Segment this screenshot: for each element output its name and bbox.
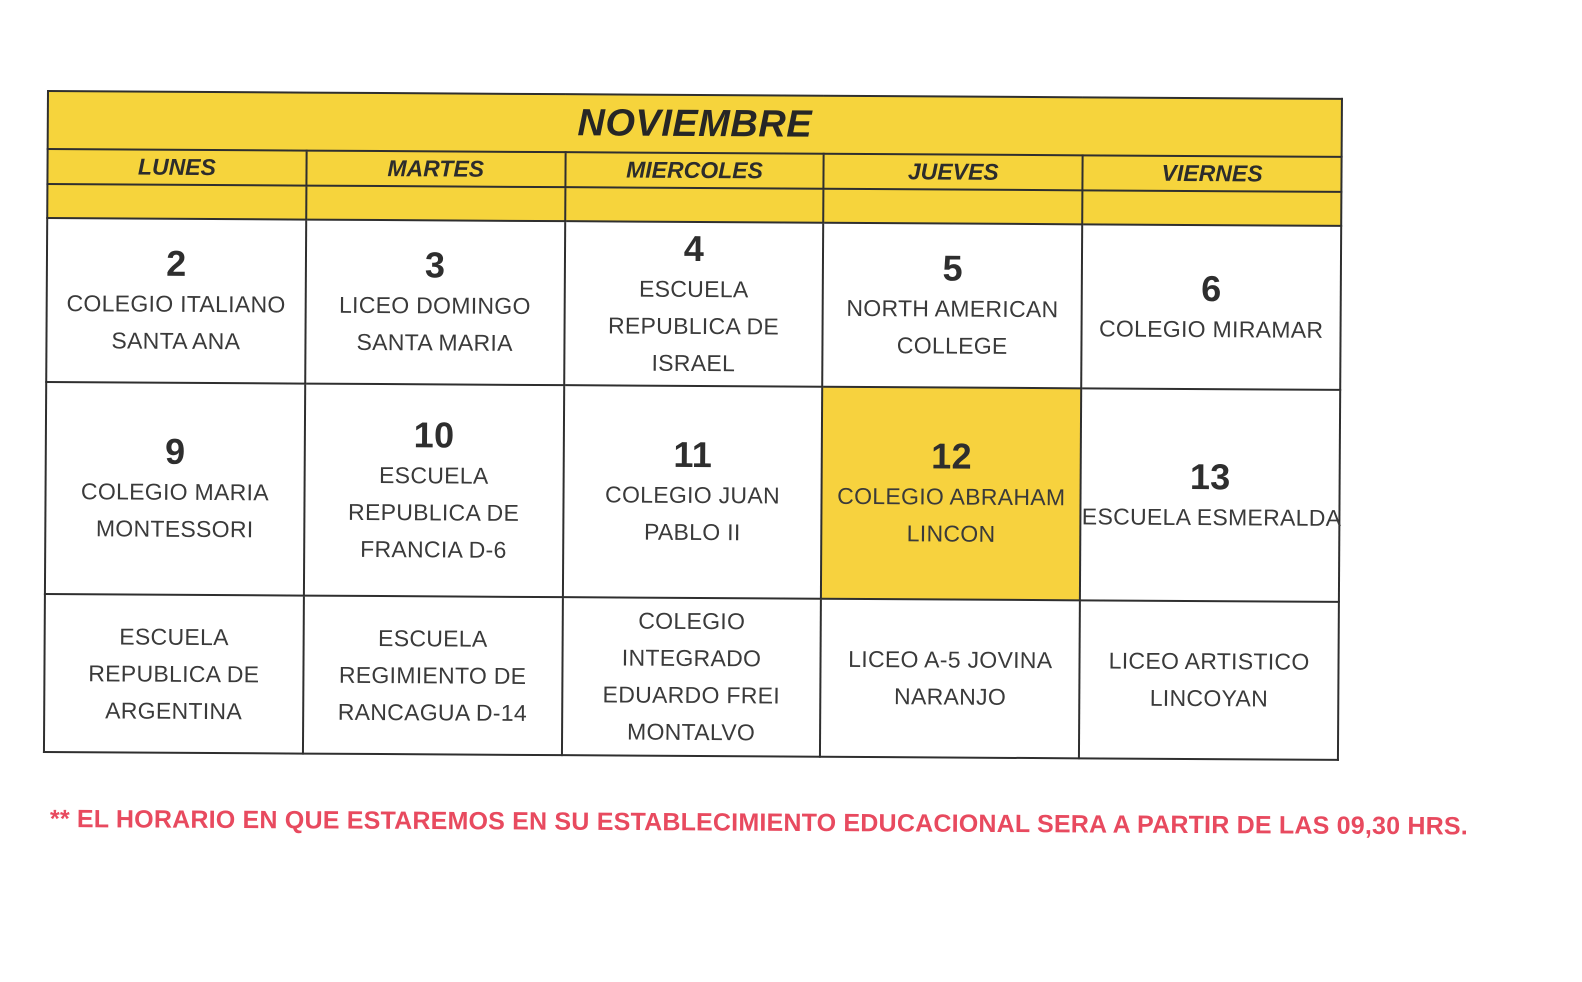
day-number: 10 (413, 413, 455, 455)
school-name: ESCUELA REPUBLICA DE ISRAEL (607, 275, 780, 376)
day-number: 13 (1189, 455, 1231, 497)
school-name: COLEGIO MIRAMAR (1098, 314, 1324, 343)
day-number: 5 (942, 247, 964, 289)
calendar-sheet (43, 90, 1343, 761)
day-subheader-blank (824, 189, 1083, 225)
calendar-cell-day-10 (304, 384, 564, 598)
school-name: LICEO DOMINGO SANTA MARIA (338, 291, 531, 356)
day-header-miercoles: MIERCOLES (565, 152, 824, 189)
day-number: 4 (683, 227, 705, 269)
school-name: COLEGIO JUAN PABLO II (605, 481, 781, 546)
school-name: COLEGIO ITALIANO SANTA ANA (66, 290, 286, 355)
day-number: 9 (164, 430, 186, 472)
day-subheader-blank (306, 186, 565, 222)
calendar-cell-day-5 (823, 223, 1083, 389)
calendar-cell-day-4 (564, 221, 824, 387)
day-subheader-blank (1082, 190, 1341, 226)
day-number: 12 (931, 435, 973, 477)
day-header-martes: MARTES (306, 151, 565, 188)
school-name: NORTH AMERICAN COLLEGE (846, 294, 1059, 359)
calendar-cell-second-visit (44, 594, 304, 754)
school-name: ESCUELA REGIMIENTO DE RANCAGUA D-14 (337, 624, 528, 726)
calendar-cell-day-11 (563, 385, 823, 599)
month-title: NOVIEMBRE (48, 91, 1342, 157)
day-header-lunes: LUNES (47, 149, 306, 186)
day-number: 11 (673, 433, 713, 476)
calendar-cell-second-visit (303, 596, 563, 756)
school-name: COLEGIO MARIA MONTESSORI (80, 478, 269, 543)
school-name: LICEO A-5 JOVINA NARANJO (848, 645, 1053, 710)
calendar-cell-day-13 (1080, 388, 1340, 602)
day-subheader-blank (47, 184, 306, 220)
calendar-cell-day-12-highlighted (821, 387, 1081, 601)
day-number: 6 (1201, 267, 1222, 309)
calendar-cell-second-visit (820, 599, 1080, 759)
day-header-viernes: VIERNES (1083, 155, 1342, 192)
day-subheader-blank (565, 187, 824, 223)
school-name: LICEO ARTISTICO LINCOYAN (1108, 647, 1310, 712)
schedule-note: ** EL HORARIO EN QUE ESTAREMOS EN SU ESTABLECIMIENTO EDUCACIONAL SERA A PARTIR DE LAS 09,30 HRS. (49, 805, 1468, 841)
calendar-table (43, 90, 1343, 761)
day-number: 2 (166, 242, 187, 284)
calendar-cell-day-6 (1081, 224, 1341, 390)
school-name: COLEGIO ABRAHAM LINCON (837, 482, 1066, 547)
calendar-cell-day-9 (45, 382, 305, 596)
calendar-cell-second-visit (562, 597, 822, 757)
school-name: ESCUELA ESMERALDA (1081, 502, 1342, 531)
school-name: ESCUELA REPUBLICA DE FRANCIA D-6 (348, 461, 520, 563)
calendar-cell-day-2 (46, 218, 306, 384)
calendar-cell-second-visit (1079, 600, 1339, 760)
day-number: 3 (424, 244, 446, 286)
day-header-jueves: JUEVES (824, 154, 1083, 191)
school-name: COLEGIO INTEGRADO EDUARDO FREI MONTALVO (602, 607, 781, 746)
school-name: ESCUELA REPUBLICA DE ARGENTINA (88, 622, 260, 724)
calendar-cell-day-3 (305, 220, 565, 386)
